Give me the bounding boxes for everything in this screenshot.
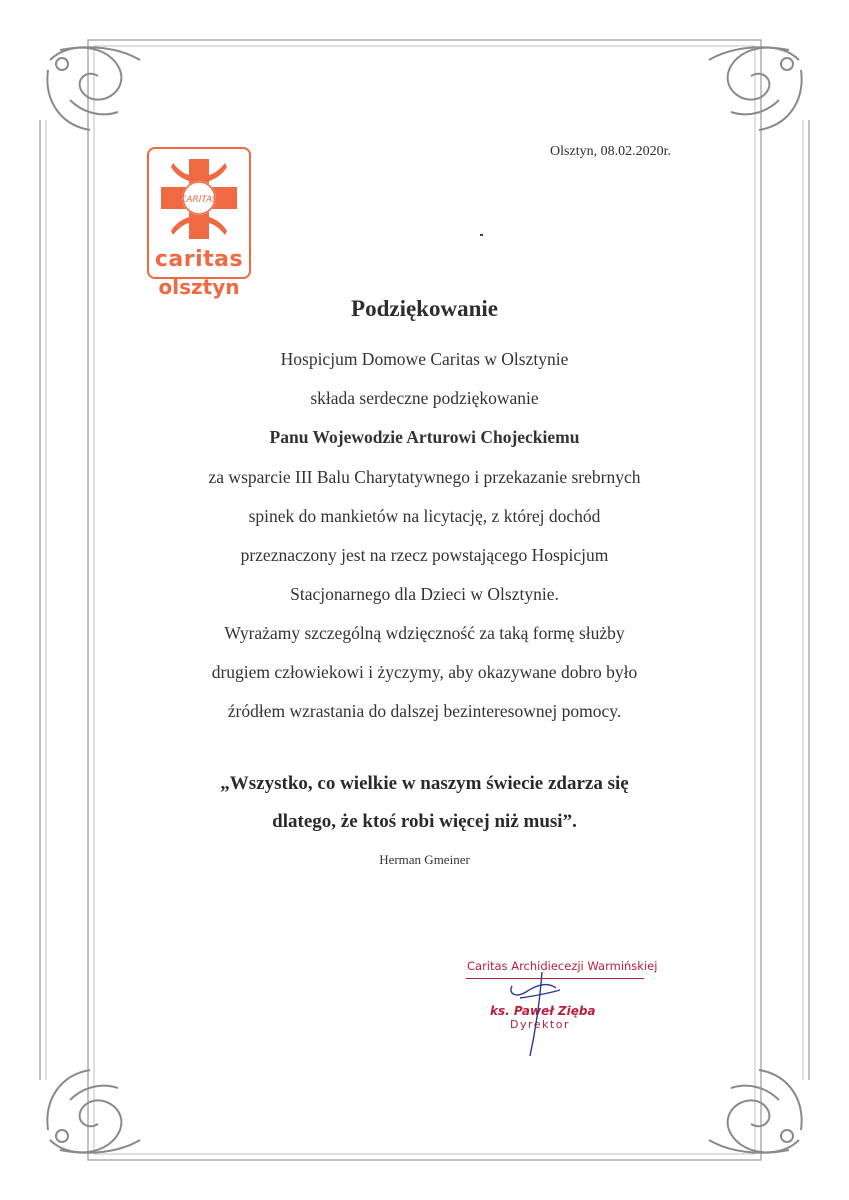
emblem-text: CARITAS: [180, 195, 218, 205]
letter-line: drugiem człowiekowi i życzymy, aby okazywane dobro było: [211, 662, 638, 682]
caritas-logo: [147, 147, 251, 307]
quote-line: „Wszystko, co wielkie w naszym świecie zdarza się: [220, 773, 629, 794]
corner-ornament-top-left: [47, 47, 140, 130]
stamp-organization: Caritas Archidiecezji Warmińskiej: [467, 959, 658, 973]
quote-author: Herman Gmeiner: [379, 852, 470, 867]
quote-line: dlatego, że ktoś robi więcej niż musi”.: [272, 811, 577, 832]
letter-line: składa serdeczne podziękowanie: [310, 388, 539, 408]
letter-line: spinek do mankietów na licytację, z której dochód: [248, 506, 601, 526]
corner-ornament-bottom-left: [47, 1070, 140, 1153]
letter-line: Wyrażamy szczególną wdzięczność za taką formę służby: [224, 623, 625, 643]
caritas-cross-emblem: [159, 155, 239, 243]
letter-line: źródłem wzrastania do dalszej bezinteresownej pomocy.: [227, 701, 622, 721]
letter-title: Podziękowanie: [351, 296, 498, 321]
corner-ornament-bottom-right: [709, 1070, 802, 1153]
letter-line: przeznaczony jest na rzecz powstającego Hospicjum: [240, 545, 609, 565]
corner-ornament-top-right: [709, 47, 802, 130]
stamp-role: Dyrektor: [510, 1018, 570, 1031]
stamp-name: ks. Paweł Zięba: [490, 1004, 596, 1018]
logo-word-olsztyn: olsztyn: [158, 275, 240, 299]
logo-word-caritas: caritas: [154, 247, 244, 272]
letter-line: za wsparcie III Balu Charytatywnego i przekazanie srebrnych: [208, 467, 641, 487]
letter-line: Stacjonarnego dla Dzieci w Olsztynie.: [290, 584, 559, 604]
letter-line: Hospicjum Domowe Caritas w Olsztynie: [280, 349, 569, 369]
stray-mark: [480, 234, 483, 236]
letter-date: Olsztyn, 08.02.2020r.: [550, 144, 671, 159]
handwritten-signature: [490, 958, 580, 1058]
recipient-line: Panu Wojewodzie Arturowi Chojeckiemu: [269, 427, 580, 447]
